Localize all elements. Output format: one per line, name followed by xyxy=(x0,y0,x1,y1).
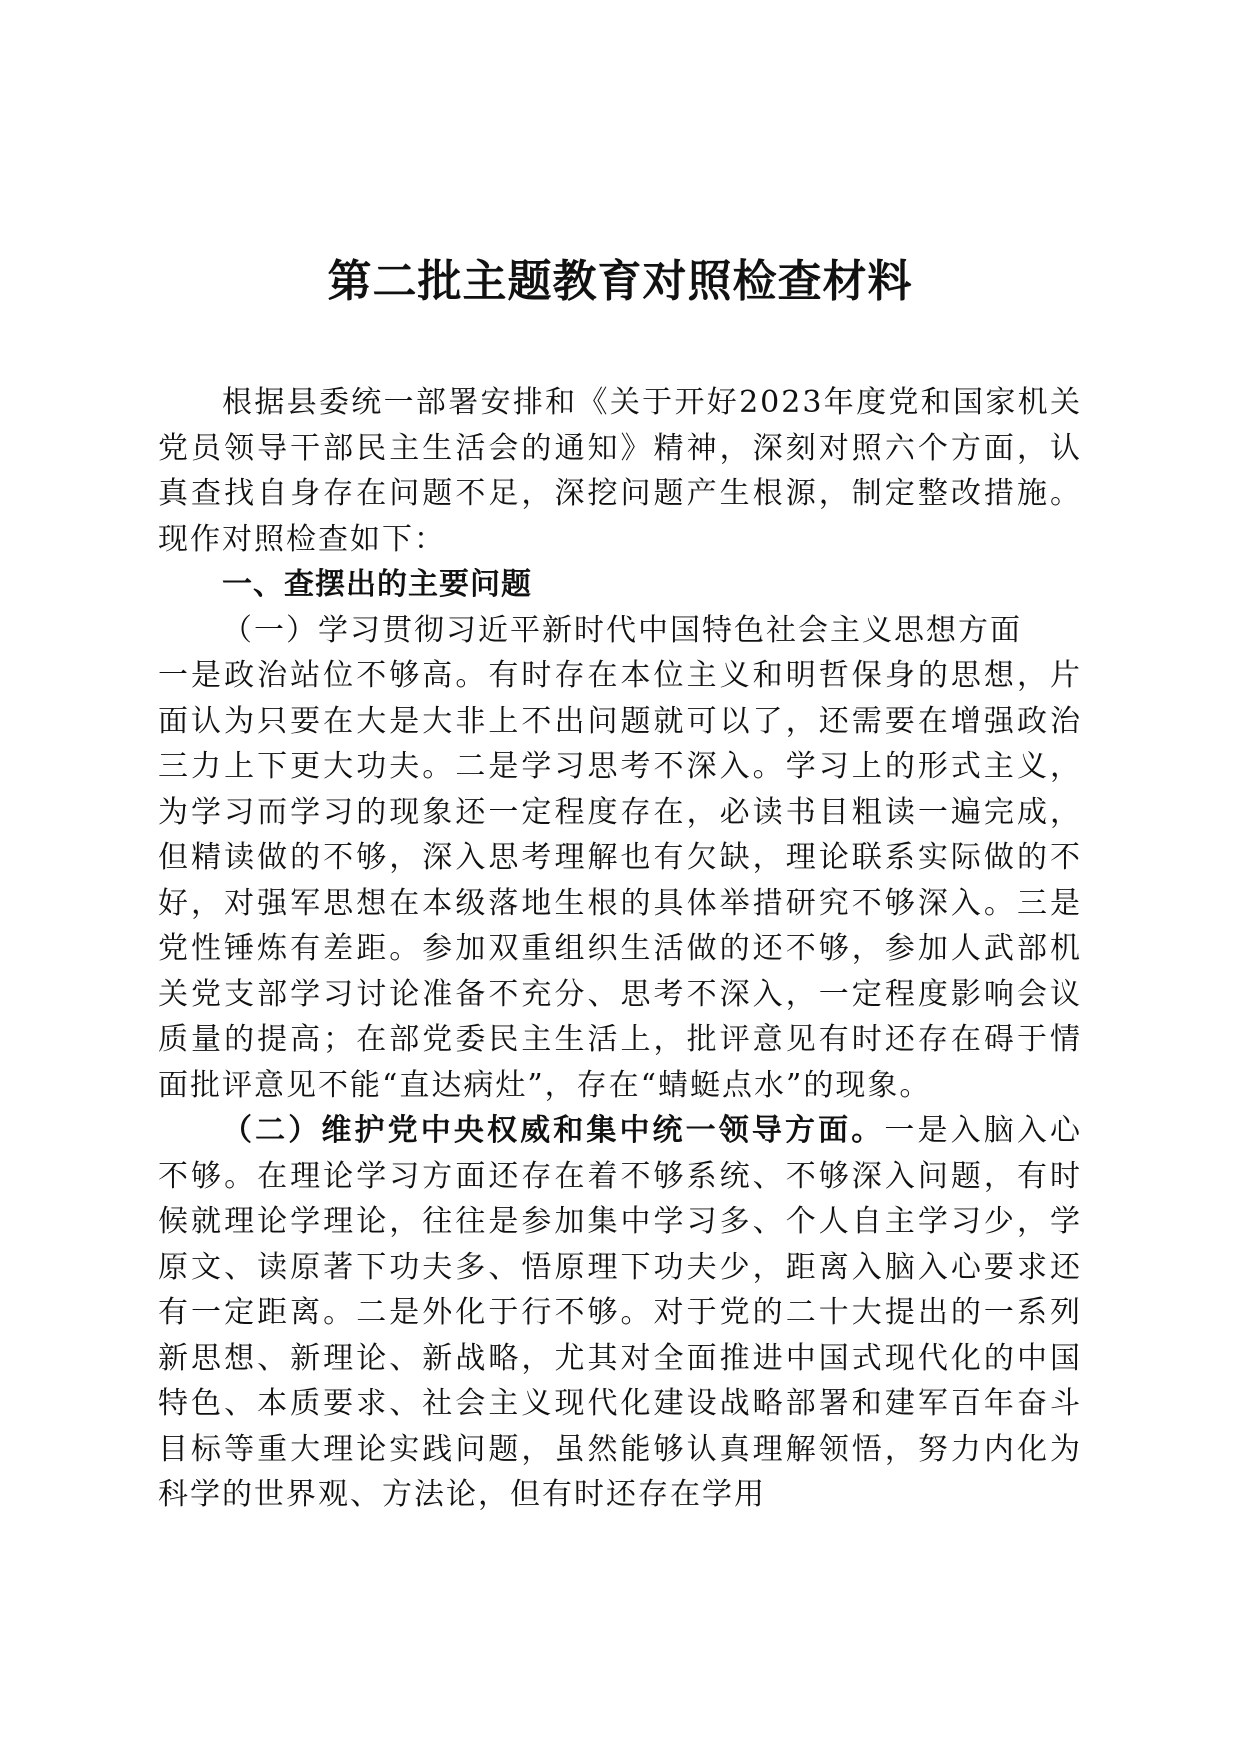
document-title: 第二批主题教育对照检查材料 xyxy=(327,256,913,307)
subsection-2-paragraph xyxy=(158,1108,1082,1518)
subsection-1-paragraph: 一是政治站位不够高。有时存在本位主义和明哲保身的思想，片面认为只要在大是大非上不出问题就可以了，还需要在增强政治三力上下更大功夫。二是学习思考不深入。学习上的形式主义，为学习而学习的现象还一定程度存在，必读书目粗读一遍完成，但精读做的不够，深入思考理解也有欠缺，理论联系实际做的不好，对强军思想在本级落地生根的具体举措研究不够深入。三是党性锤炼有差距。参加双重组织生活做的还不够，参加人武部机关党支部学习讨论准备不充分、思考不深入，一定程度影响会议质量的提高；在部党委民主生活上，批评意见有时还存在碍于情面批评意见不能“直达病灶”，存在“蜻蜓点水”的现象。 xyxy=(158,658,1082,1103)
subsection-2-heading: （二）维护党中央权威和集中统一领导方面。 xyxy=(222,1113,885,1148)
section-heading-1: 一、查摆出的主要问题 xyxy=(222,567,532,602)
intro-paragraph: 根据县委统一部署安排和《关于开好2023年度党和国家机关党员领导干部民主生活会的通知》精神，深刻对照六个方面，认真查找自身存在问题不足，深挖问题产生根源，制定整改措施。现作对照检查如下： xyxy=(158,385,1082,557)
document-body xyxy=(158,380,1082,1518)
subsection-2-body: 一是入脑入心不够。在理论学习方面还存在着不够系统、不够深入问题，有时候就理论学理论，往往是参加集中学习多、个人自主学习少，学原文、读原著下功夫多、悟原理下功夫少，距离入脑入心要求还有一定距离。二是外化于行不够。对于党的二十大提出的一系列新思想、新理论、新战略，尤其对全面推进中国式现代化的中国特色、本质要求、社会主义现代化建设战略部署和建军百年奋斗目标等重大理论实践问题，虽然能够认真理解领悟，努力内化为科学的世界观、方法论，但有时还存在学用 xyxy=(158,1113,1083,1512)
subsection-1-heading: （一）学习贯彻习近平新时代中国特色社会主义思想方面 xyxy=(222,612,1022,648)
